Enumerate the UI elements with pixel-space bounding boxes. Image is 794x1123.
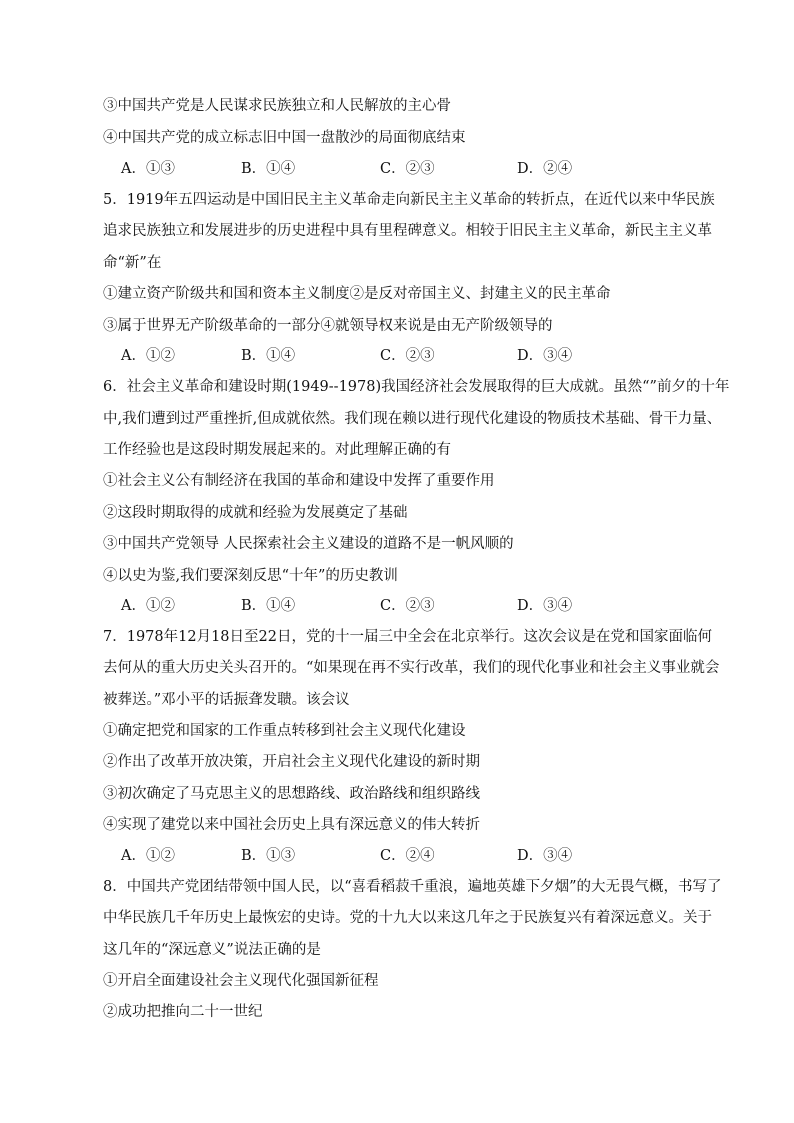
q5-option-d: D．③④ <box>517 348 573 364</box>
q8-stem-line-3: 这几年的“深远意义”说法正确的是 <box>103 942 321 958</box>
q7-option-b: B．①③ <box>241 848 296 864</box>
q7-option-d: D．③④ <box>517 848 573 864</box>
q7-item-3: ③初次确定了马克思主义的思想路线、政治路线和组织路线 <box>103 786 480 802</box>
q7-option-a: A．①② <box>121 848 175 864</box>
q4-option-d: D．②④ <box>517 161 573 177</box>
q5-stem-line-1: 5．1919年五四运动是中国旧民主主义革命走向新民主主义革命的转折点，在近代以来中华民族 <box>103 192 715 208</box>
q6-option-b: B．①④ <box>241 598 296 614</box>
q6-item-3: ③中国共产党领导 人民探索社会主义建设的道路不是一帆风顺的 <box>103 536 514 552</box>
q5-option-a: A．①② <box>121 348 175 364</box>
q8-item-2: ②成功把推向二十一世纪 <box>103 1004 263 1020</box>
q6-item-4: ④以史为鉴,我们要深刻反思“十年”的历史教训 <box>103 568 398 584</box>
q7-item-1: ①确定把党和国家的工作重点转移到社会主义现代化建设 <box>103 723 466 739</box>
q7-item-4: ④实现了建党以来中国社会历史上具有深远意义的伟大转折 <box>103 817 480 833</box>
q6-option-a: A．①② <box>121 598 175 614</box>
q4-option-a: A．①③ <box>121 161 175 177</box>
q4-option-b: B．①④ <box>241 161 296 177</box>
q7-stem-line-1: 7．1978年12月18日至22日，党的十一届三中全会在北京举行。这次会议是在党和国家面临何 <box>103 629 712 645</box>
q5-stem-line-3: 命“新”在 <box>103 255 162 271</box>
q5-stem-line-2: 追求民族独立和发展进步的历史进程中具有里程碑意义。相较于旧民主主义革命，新民主主义革 <box>103 223 712 239</box>
q7-stem-line-3: 被葬送。”邓小平的话振聋发聩。该会议 <box>103 692 350 708</box>
q4-item-3: ③中国共产党是人民谋求民族独立和人民解放的主心骨 <box>103 98 451 114</box>
q5-option-b: B．①④ <box>241 348 296 364</box>
q8-item-1: ①开启全面建设社会主义现代化强国新征程 <box>103 973 379 989</box>
q6-option-c: C．②③ <box>380 598 435 614</box>
q7-stem-line-2: 去何从的重大历史关头召开的。“如果现在再不实行改革，我们的现代化事业和社会主义事业就会 <box>103 660 720 676</box>
q5-item-1-2: ①建立资产阶级共和国和资本主义制度②是反对帝国主义、封建主义的民主革命 <box>103 286 611 302</box>
q6-stem-line-2: 中,我们遭到过严重挫折,但成就依然。我们现在赖以进行现代化建设的物质技术基础、骨干力量、 <box>103 411 722 427</box>
q4-option-c: C．②③ <box>380 161 435 177</box>
q6-item-2: ②这段时期取得的成就和经验为发展奠定了基础 <box>103 505 408 521</box>
q6-stem-line-3: 工作经验也是这段时期发展起来的。对此理解正确的有 <box>103 442 451 458</box>
q6-stem-line-1: 6．社会主义革命和建设时期(1949--1978)我国经济社会发展取得的巨大成就。虽然“”前夕的十年 <box>103 379 730 395</box>
q4-item-4: ④中国共产党的成立标志旧中国一盘散沙的局面彻底结束 <box>103 130 466 146</box>
q6-option-d: D．③④ <box>517 598 573 614</box>
q7-item-2: ②作出了改革开放决策，开启社会主义现代化建设的新时期 <box>103 754 480 770</box>
q8-stem-line-2: 中华民族几千年历史上最恢宏的史诗。党的十九大以来这几年之于民族复兴有着深远意义。关于 <box>103 910 712 926</box>
q8-stem-line-1: 8．中国共产党团结带领中国人民，以“喜看稻菽千重浪，遍地英雄下夕烟”的大无畏气概，书写了 <box>103 879 722 895</box>
q5-option-c: C．②③ <box>380 348 435 364</box>
q5-item-3-4: ③属于世界无产阶级革命的一部分④就领导权来说是由无产阶级领导的 <box>103 318 553 334</box>
q7-option-c: C．②④ <box>380 848 435 864</box>
q6-item-1: ①社会主义公有制经济在我国的革命和建设中发挥了重要作用 <box>103 473 495 489</box>
